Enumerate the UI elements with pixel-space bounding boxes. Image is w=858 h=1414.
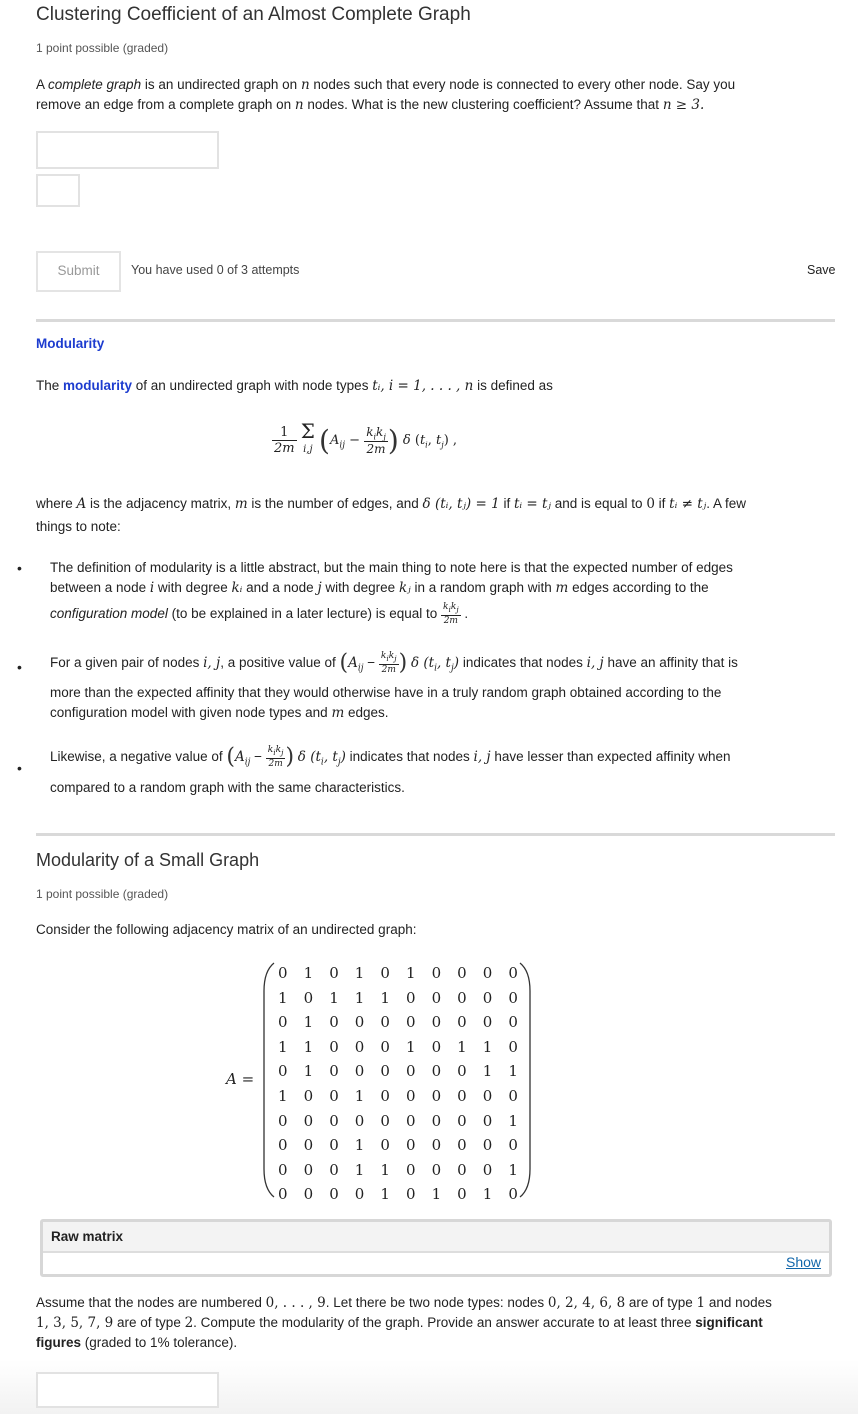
matrix-cell: 0 bbox=[405, 988, 416, 1007]
matrix-cell: 0 bbox=[508, 1136, 518, 1155]
divider bbox=[36, 833, 835, 836]
matrix-cell: 0 bbox=[482, 964, 493, 982]
modularity-heading: Modularity bbox=[36, 336, 105, 351]
matrix-cell: 0 bbox=[431, 1013, 442, 1032]
matrix-label: A = bbox=[226, 1070, 255, 1088]
matrix-cell: 0 bbox=[380, 1013, 390, 1032]
matrix-cell: 0 bbox=[431, 988, 442, 1007]
matrix-cell: 1 bbox=[354, 1086, 365, 1105]
matrix-cell: 0 bbox=[482, 1086, 493, 1105]
modularity-where-line2: things to note: bbox=[36, 519, 121, 534]
matrix-cell: 1 bbox=[380, 988, 390, 1007]
matrix-cell: 0 bbox=[431, 1062, 442, 1081]
matrix-row bbox=[270, 986, 526, 1011]
adjacency-matrix bbox=[270, 961, 526, 1207]
matrix-row bbox=[270, 1010, 526, 1035]
matrix-cell: 0 bbox=[354, 1185, 365, 1204]
matrix-cell: 0 bbox=[431, 1037, 442, 1056]
matrix-cell: 0 bbox=[482, 1013, 493, 1032]
attempts-text: You have used 0 of 3 attempts bbox=[131, 263, 300, 277]
matrix-cell: 1 bbox=[482, 1037, 493, 1056]
matrix-cell: 0 bbox=[405, 1160, 416, 1179]
bullet3-line1: Likewise, a negative value of ($A_{ij}$ − $\frac{k_ik_j}{2m}$ ) δ ($t_i$, $t_j$) indicates that nodes i, j have lesser than expected affinity when bbox=[50, 744, 731, 770]
modularity-where-line1: where A is the adjacency matrix, m is the number of edges, and δ (tᵢ, tⱼ) = 1 if tᵢ = tⱼ and is equal to 0 if tᵢ ≠ tⱼ. A few bbox=[36, 496, 746, 512]
matrix-cell: 0 bbox=[380, 1086, 390, 1105]
matrix-cell: 0 bbox=[278, 1160, 288, 1179]
matrix-row bbox=[270, 1109, 526, 1134]
matrix-cell: 0 bbox=[278, 1111, 288, 1130]
matrix-cell: 0 bbox=[278, 1013, 288, 1032]
matrix-cell: 0 bbox=[380, 1062, 390, 1081]
matrix-cell: 0 bbox=[508, 988, 518, 1007]
matrix-cell: 0 bbox=[354, 1037, 365, 1056]
matrix-cell: 0 bbox=[329, 1013, 339, 1032]
matrix-cell: 0 bbox=[278, 1062, 288, 1081]
matrix-cell: 0 bbox=[431, 1086, 442, 1105]
matrix-cell: 0 bbox=[431, 964, 442, 982]
matrix-cell: 1 bbox=[303, 1062, 314, 1081]
matrix-cell: 1 bbox=[482, 1185, 493, 1204]
modularity-intro: The modularity of an undirected graph with node types tᵢ, i = 1, . . . , n is defined as bbox=[36, 378, 553, 394]
bullet1-line1: The definition of modularity is a little abstract, but the main thing to note here is that the expected number of edges bbox=[50, 560, 733, 575]
matrix-cell: 1 bbox=[354, 988, 365, 1007]
raw-matrix-panel bbox=[40, 1219, 832, 1277]
matrix-cell: 0 bbox=[405, 1136, 416, 1155]
problem2-title: Modularity of a Small Graph bbox=[36, 850, 260, 870]
matrix-cell: 0 bbox=[278, 1136, 288, 1155]
bullet2-line3: configuration model with given node types and m edges. bbox=[50, 705, 389, 721]
matrix-cell: 1 bbox=[329, 988, 339, 1007]
problem2-assume-line3: figures (graded to 1% tolerance). bbox=[36, 1335, 238, 1350]
matrix-cell: 0 bbox=[457, 1136, 467, 1155]
bullet1-line2: between a node i with degree kᵢ and a node j with degree kⱼ in a random graph with m edges according to the bbox=[50, 580, 709, 596]
matrix-row bbox=[270, 1182, 526, 1207]
matrix-cell: 0 bbox=[457, 1185, 467, 1204]
bullet2-line2: more than the expected affinity that they would otherwise have in a truly random graph obtained according to the bbox=[50, 685, 722, 700]
matrix-cell: 1 bbox=[508, 1111, 518, 1130]
matrix-cell: 0 bbox=[431, 1136, 442, 1155]
problem1-title: Clustering Coefficient of an Almost Complete Graph bbox=[36, 4, 471, 25]
matrix-row bbox=[270, 961, 526, 986]
problem1-text-line1: A complete graph is an undirected graph on n nodes such that every node is connected to every other node. Say you bbox=[36, 77, 736, 93]
matrix-cell: 1 bbox=[278, 988, 288, 1007]
problem1-preview-box bbox=[36, 174, 80, 207]
matrix-cell: 1 bbox=[380, 1160, 390, 1179]
matrix-cell: 0 bbox=[482, 1136, 493, 1155]
matrix-cell: 0 bbox=[405, 1013, 416, 1032]
matrix-cell: 0 bbox=[303, 1086, 314, 1105]
matrix-cell: 0 bbox=[329, 1062, 339, 1081]
matrix-cell: 0 bbox=[303, 1136, 314, 1155]
matrix-cell: 0 bbox=[457, 1111, 467, 1130]
divider bbox=[36, 319, 835, 322]
matrix-cell: 0 bbox=[508, 1037, 518, 1056]
matrix-cell: 0 bbox=[329, 964, 339, 982]
matrix-row bbox=[270, 1133, 526, 1158]
matrix-cell: 0 bbox=[329, 1111, 339, 1130]
matrix-cell: 0 bbox=[457, 1086, 467, 1105]
submit-button[interactable]: Submit bbox=[36, 251, 121, 292]
matrix-cell: 1 bbox=[457, 1037, 467, 1056]
problem2-intro: Consider the following adjacency matrix of an undirected graph: bbox=[36, 922, 417, 937]
matrix-cell: 1 bbox=[431, 1185, 442, 1204]
matrix-cell: 0 bbox=[457, 1160, 467, 1179]
modularity-formula: $\frac{1}{2m}$ Σ i,j ($A_{ij}$ − $\frac{k_ik_j}{2m}$ ) δ ($t_i$, $t_j$) , bbox=[274, 419, 458, 457]
matrix-row bbox=[270, 1035, 526, 1060]
matrix-cell: 0 bbox=[508, 1013, 518, 1032]
matrix-cell: 0 bbox=[405, 1111, 416, 1130]
matrix-cell: 0 bbox=[508, 1086, 518, 1105]
save-button[interactable]: Save bbox=[807, 263, 836, 277]
matrix-cell: 0 bbox=[380, 1111, 390, 1130]
matrix-cell: 1 bbox=[354, 964, 365, 982]
matrix-cell: 0 bbox=[482, 1111, 493, 1130]
matrix-cell: 1 bbox=[303, 1013, 314, 1032]
matrix-cell: 0 bbox=[457, 988, 467, 1007]
matrix-cell: 0 bbox=[405, 1086, 416, 1105]
problem1-points: 1 point possible (graded) bbox=[36, 41, 169, 55]
problem2-points: 1 point possible (graded) bbox=[36, 887, 169, 901]
matrix-cell: 1 bbox=[354, 1160, 365, 1179]
matrix-cell: 0 bbox=[457, 1062, 467, 1081]
matrix-cell: 0 bbox=[508, 964, 518, 982]
matrix-cell: 0 bbox=[329, 1037, 339, 1056]
matrix-cell: 1 bbox=[405, 1037, 416, 1056]
show-button[interactable]: Show bbox=[786, 1254, 822, 1270]
bullet-dot: • bbox=[17, 560, 22, 576]
matrix-cell: 0 bbox=[278, 964, 288, 982]
matrix-cell: 1 bbox=[482, 1062, 493, 1081]
matrix-cell: 1 bbox=[508, 1160, 518, 1179]
matrix-cell: 0 bbox=[405, 1062, 416, 1081]
matrix-cell: 0 bbox=[482, 988, 493, 1007]
raw-matrix-label: Raw matrix bbox=[43, 1222, 829, 1253]
problem2-answer-input[interactable] bbox=[36, 1372, 219, 1408]
matrix-cell: 1 bbox=[303, 1037, 314, 1056]
matrix-cell: 0 bbox=[508, 1185, 518, 1204]
matrix-cell: 0 bbox=[431, 1160, 442, 1179]
matrix-cell: 0 bbox=[303, 1111, 314, 1130]
bullet-dot: • bbox=[17, 760, 22, 776]
matrix-cell: 0 bbox=[303, 1160, 314, 1179]
matrix-cell: 1 bbox=[354, 1136, 365, 1155]
matrix-cell: 0 bbox=[329, 1136, 339, 1155]
bullet-dot: • bbox=[17, 659, 22, 675]
matrix-cell: 0 bbox=[329, 1160, 339, 1179]
matrix-cell: 0 bbox=[457, 964, 467, 982]
matrix-cell: 0 bbox=[380, 964, 390, 982]
matrix-row bbox=[270, 1059, 526, 1084]
problem2-assume-line2: 1, 3, 5, 7, 9 are of type 2. Compute the modularity of the graph. Provide an answer accurate to at least three significant bbox=[36, 1315, 763, 1331]
problem1-answer-input[interactable] bbox=[36, 131, 219, 169]
matrix-cell: 0 bbox=[303, 988, 314, 1007]
matrix-cell: 0 bbox=[380, 1136, 390, 1155]
matrix-cell: 1 bbox=[303, 964, 314, 982]
bullet3-line2: compared to a random graph with the same characteristics. bbox=[50, 780, 405, 795]
matrix-cell: 1 bbox=[380, 1185, 390, 1204]
matrix-row bbox=[270, 1158, 526, 1183]
matrix-cell: 1 bbox=[278, 1037, 288, 1056]
problem1-text-line2: remove an edge from a complete graph on n nodes. What is the new clustering coefficient? Assume that n ≥ 3. bbox=[36, 97, 705, 113]
problem2-assume-line1: Assume that the nodes are numbered 0, . . . , 9. Let there be two node types: nodes 0, 2, 4, 6, 8 are of type 1 and nodes bbox=[36, 1295, 772, 1311]
matrix-cell: 0 bbox=[329, 1185, 339, 1204]
matrix-cell: 0 bbox=[354, 1111, 365, 1130]
matrix-cell: 0 bbox=[405, 1185, 416, 1204]
matrix-row bbox=[270, 1084, 526, 1109]
matrix-cell: 0 bbox=[431, 1111, 442, 1130]
matrix-cell: 0 bbox=[303, 1185, 314, 1204]
bullet1-line3: configuration model (to be explained in a later lecture) is equal to $\frac{k_ik_j}{2m}$ . bbox=[50, 602, 469, 626]
matrix-cell: 1 bbox=[508, 1062, 518, 1081]
matrix-cell: 0 bbox=[380, 1037, 390, 1056]
matrix-cell: 0 bbox=[457, 1013, 467, 1032]
bullet2-line1: For a given pair of nodes i, j, a positive value of ($A_{ij}$ − $\frac{k_ik_j}{2m}$ ) δ ($t_i$, $t_j$) indicates that nodes i, j have an affinity that is bbox=[50, 650, 738, 676]
matrix-cell: 1 bbox=[278, 1086, 288, 1105]
matrix-cell: 1 bbox=[405, 964, 416, 982]
matrix-cell: 0 bbox=[482, 1160, 493, 1179]
matrix-cell: 0 bbox=[329, 1086, 339, 1105]
matrix-cell: 0 bbox=[354, 1013, 365, 1032]
matrix-cell: 0 bbox=[354, 1062, 365, 1081]
matrix-cell: 0 bbox=[278, 1185, 288, 1204]
